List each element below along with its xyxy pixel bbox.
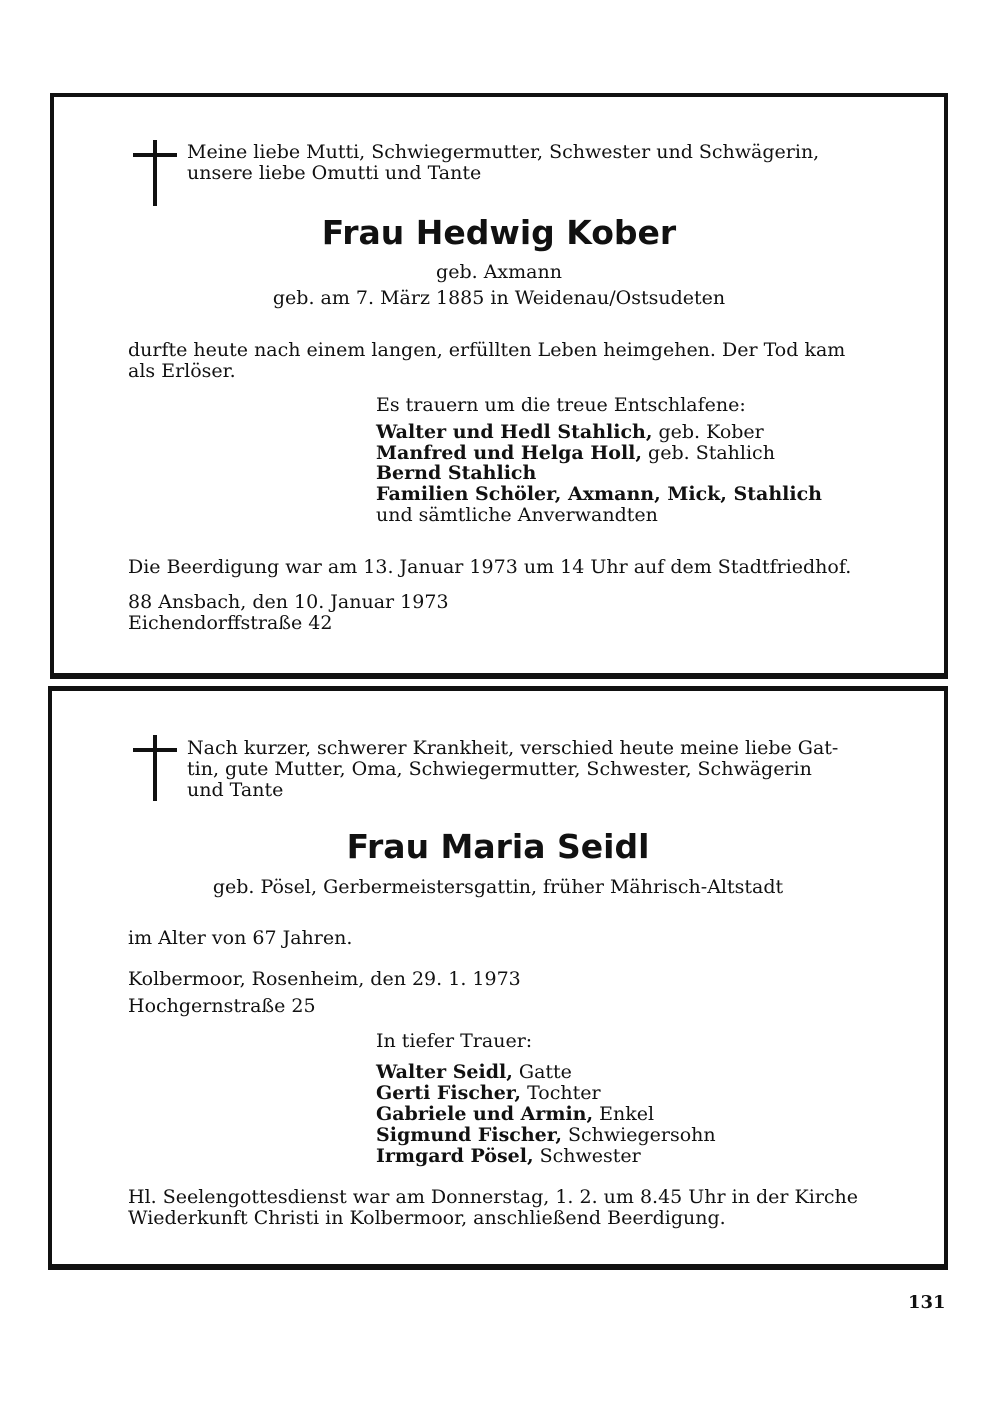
- intro-line: Nach kurzer, schwerer Krankheit, verschied heute meine liebe Gat-: [187, 737, 839, 759]
- mourner-line: Bernd Stahlich: [376, 462, 537, 484]
- intro-line: und Tante: [187, 779, 284, 801]
- deceased-name: Frau Maria Seidl: [346, 827, 650, 866]
- place-date: Kolbermoor, Rosenheim, den 29. 1. 1973: [128, 968, 521, 990]
- obituary-notice-seidl: [48, 686, 948, 1270]
- service-info: Hl. Seelengottesdienst war am Donnerstag, 1. 2. um 8.45 Uhr in der Kirche: [128, 1186, 859, 1208]
- place-date: 88 Ansbach, den 10. Januar 1973: [128, 591, 449, 613]
- mourners-heading: In tiefer Trauer:: [376, 1030, 533, 1052]
- mourner-line: Gerti Fischer, Tochter: [376, 1082, 601, 1104]
- mourners-heading: Es trauern um die treue Entschlafene:: [376, 394, 746, 416]
- intro-line: tin, gute Mutter, Oma, Schwiegermutter, Schwester, Schwägerin: [187, 758, 812, 780]
- service-info: Wiederkunft Christi in Kolbermoor, anschließend Beerdigung.: [128, 1207, 726, 1229]
- deceased-name: Frau Hedwig Kober: [321, 213, 677, 252]
- mourner-line: Familien Schöler, Axmann, Mick, Stahlich: [376, 483, 822, 505]
- cross-icon: [133, 735, 177, 801]
- body-text: als Erlöser.: [128, 360, 236, 382]
- funeral-info: Die Beerdigung war am 13. Januar 1973 um 14 Uhr auf dem Stadtfriedhof.: [128, 556, 852, 578]
- mourner-line: Walter und Hedl Stahlich, geb. Kober: [376, 421, 764, 443]
- maiden-name: geb. Axmann: [436, 261, 562, 283]
- intro-line: unsere liebe Omutti und Tante: [187, 162, 482, 184]
- cross-icon: [133, 140, 177, 206]
- mourner-line: Walter Seidl, Gatte: [376, 1061, 572, 1083]
- mourner-line: Irmgard Pösel, Schwester: [376, 1145, 641, 1167]
- mourner-line: und sämtliche Anverwandten: [376, 504, 658, 526]
- obituary-notice-kober: [50, 93, 948, 679]
- intro-line: Meine liebe Mutti, Schwiegermutter, Schwester und Schwägerin,: [187, 141, 820, 163]
- maiden-name: geb. Pösel, Gerbermeistersgattin, früher Mährisch-Altstadt: [212, 876, 784, 898]
- mourner-line: Manfred und Helga Holl, geb. Stahlich: [376, 442, 775, 464]
- body-text: durfte heute nach einem langen, erfüllten Leben heimgehen. Der Tod kam: [128, 339, 846, 361]
- age-info: im Alter von 67 Jahren.: [128, 927, 353, 949]
- birth-info: geb. am 7. März 1885 in Weidenau/Ostsudeten: [272, 287, 726, 309]
- mourner-line: Sigmund Fischer, Schwiegersohn: [376, 1124, 716, 1146]
- page-number: 131: [908, 1292, 946, 1313]
- address: Hochgernstraße 25: [128, 995, 316, 1017]
- address: Eichendorffstraße 42: [128, 612, 333, 634]
- mourner-line: Gabriele und Armin, Enkel: [376, 1103, 655, 1125]
